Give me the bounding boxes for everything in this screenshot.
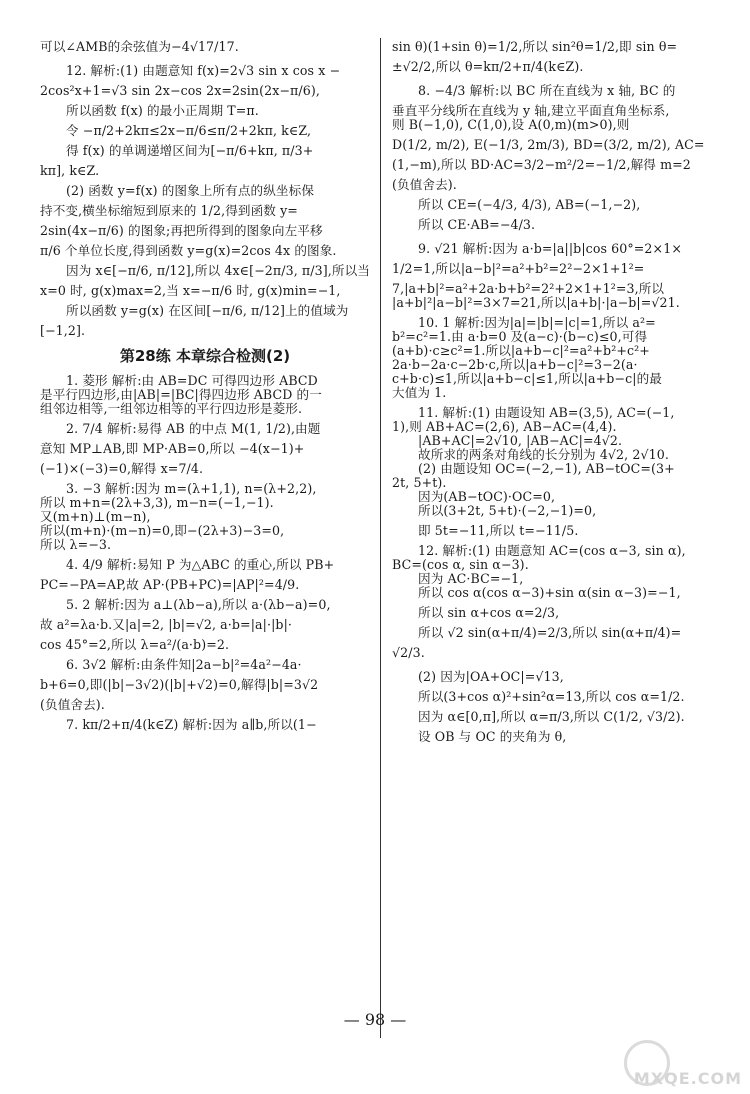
text-line: BC=(cos α, sin α−3). [392,557,529,572]
text-line: 所以 sin α+cos α=2/3, [418,605,560,620]
text-line: (2) 函数 y=f(x) 的图象上所有点的纵坐标保 [66,183,315,198]
text-line: 1. 菱形 解析:由 AB=DC 可得四边形 ABCD [66,373,318,388]
text-line: 所以(3+cos α)²+sin²α=13,所以 cos α=1/2. [418,689,685,704]
text-line: 所以函数 f(x) 的最小正周期 T=π. [66,103,259,118]
text-line: π/6 个单位长度,得到函数 y=g(x)=2cos 4x 的图象. [40,243,337,258]
text-line: 持不变,横坐标缩短到原来的 1/2,得到函数 y= [40,203,298,218]
text-line: 2cos²x+1=√3 sin 2x−cos 2x=2sin(2x−π/6), [40,83,321,98]
text-line: 又(m+n)⊥(m−n), [40,509,151,524]
text-line: 所以 λ=−3. [40,537,112,552]
left-column [40,40,370,732]
text-line: 故 a²=λa·b.又|a|=2, |b|=√2, a·b=|a|·|b|· [40,617,293,632]
text-line: 6. 3√2 解析:由条件知|2a−b|²=4a²−4a· [66,657,302,672]
text-line: 因为 α∈[0,π],所以 α=π/3,所以 C(1/2, √3/2). [418,709,685,724]
text-line: 是平行四边形,由|AB|=|BC|得四边形 ABCD 的一 [40,387,322,402]
text-line: 意知 MP⊥AB,即 MP·AB=0,所以 −4(x−1)+ [40,441,305,456]
text-line: 所以 m+n=(2λ+3,3), m−n=(−1,−1). [40,495,274,510]
text-line: |AB+AC|=2√10, |AB−AC|=4√2. [418,433,623,448]
text-line: (2) 因为|OA+OC|=√13, [418,669,564,684]
text-line: b+6=0,即(|b|−3√2)(|b|+√2)=0,解得|b|=3√2 [40,677,319,692]
text-line: 9. √21 解析:因为 a·b=|a||b|cos 60°=2×1× [418,241,682,256]
text-line: 组邻边相等,一组邻边相等的平行四边形是菱形. [40,401,303,416]
text-line: (a+b)·c≥c²=1.所以|a+b−c|²=a²+b²+c²+ [392,343,650,358]
text-line: 则 B(−1,0), C(1,0),设 A(0,m)(m>0),则 [392,117,630,132]
text-line: 所以(3+2t, 5+t)·(−2,−1)=0, [418,503,597,518]
text-line: 因为(AB−tOC)·OC=0, [418,489,556,504]
text-line: cos 45°=2,所以 λ=a²/(a·b)=2. [40,637,230,652]
text-line: 3. −3 解析:因为 m=(λ+1,1), n=(λ+2,2), [66,481,317,496]
text-line: 因为 x∈[−π/6, π/12],所以 4x∈[−2π/3, π/3],所以当 [66,263,370,278]
text-line: 得 f(x) 的单调递增区间为[−π/6+kπ, π/3+ [66,143,314,158]
text-line: 7,|a+b|²=a²+2a·b+b²=2²+2×1+1²=3,所以 [392,281,665,296]
text-line: sin θ)(1+sin θ)=1/2,所以 sin²θ=1/2,即 sin θ= [392,39,678,54]
text-line: (负值舍去). [392,177,457,192]
watermark-text: MXQE.COM [633,1069,742,1088]
text-line: ±√2/2,所以 θ=kπ/2+π/4(k∈Z). [392,59,584,74]
text-line: [−1,2]. [40,323,86,338]
text-line: (2) 由题设知 OC=(−2,−1), AB−tOC=(3+ [418,461,675,476]
text-line: 所以 CE=(−4/3, 4/3), AB=(−1,−2), [418,197,641,212]
text-line: D(1/2, m/2), E(−1/3, 2m/3), BD=(3/2, m/2), AC= [392,137,705,152]
text-line: √2/3. [392,645,425,660]
text-line: (负值舍去). [40,697,105,712]
text-line: 1/2=1,所以|a−b|²=a²+b²=2²−2×1+1²= [392,261,645,276]
text-line: 2t, 5+t). [392,475,447,490]
text-line: 大值为 1. [392,385,447,400]
text-line: 所以函数 y=g(x) 在区间[−π/6, π/12]上的值域为 [66,303,349,318]
text-line: 故所求的两条对角线的长分别为 4√2, 2√10. [418,447,669,462]
section-heading: 第28练 本章综合检测(2) [119,347,291,365]
text-line: c+b·c)≤1,所以|a+b−c|≤1,所以|a+b−c|的最 [392,371,662,386]
text-line: 垂直平分线所在直线为 y 轴,建立平面直角坐标系, [392,103,670,118]
column-divider [380,38,381,1038]
text-line: (−1)×(−3)=0,解得 x=7/4. [40,461,204,476]
text-line: kπ], k∈Z. [40,163,100,178]
text-line: 12. 解析:(1) 由题意知 f(x)=2√3 sin x cos x − [66,63,341,78]
text-line: 12. 解析:(1) 由题意知 AC=(cos α−3, sin α), [418,543,686,558]
text-line: (1,−m),所以 BD·AC=3/2−m²/2=−1/2,解得 m=2 [392,157,691,172]
watermark [592,1040,742,1088]
text-line: 1),则 AB+AC=(2,6), AB−AC=(4,4). [392,419,617,434]
text-line: 所以 CE·AB=−4/3. [418,217,536,232]
right-column [392,40,722,744]
text-line: 8. −4/3 解析:以 BC 所在直线为 x 轴, BC 的 [418,83,676,98]
text-line: 7. kπ/2+π/4(k∈Z) 解析:因为 a∥b,所以(1− [66,717,317,732]
text-line: 所以 √2 sin(α+π/4)=2/3,所以 sin(α+π/4)= [418,625,682,640]
text-line: 可以∠AMB的余弦值为−4√17/17. [40,39,239,54]
text-line: 因为 AC·BC=−1, [418,571,524,586]
text-line: |a+b|²|a−b|²=3×7=21,所以|a+b|·|a−b|=√21. [392,295,680,310]
text-line: 设 OB 与 OC 的夹角为 θ, [418,729,567,744]
text-line: 10. 1 解析:因为|a|=|b|=|c|=1,所以 a²= [418,315,656,330]
text-line: PC=−PA=AP,故 AP·(PB+PC)=|AP|²=4/9. [40,577,300,592]
text-line: 所以(m+n)·(m−n)=0,即−(2λ+3)−3=0, [40,523,285,538]
text-line: b²=c²=1.由 a·b=0 及(a−c)·(b−c)≤0,可得 [392,329,648,344]
text-line: 令 −π/2+2kπ≤2x−π/6≤π/2+2kπ, k∈Z, [66,123,312,138]
text-line: 所以 cos α(cos α−3)+sin α(sin α−3)=−1, [418,585,681,600]
text-line: 4. 4/9 解析:易知 P 为△ABC 的重心,所以 PB+ [66,557,335,572]
text-line: x=0 时, g(x)max=2,当 x=−π/6 时, g(x)min=−1, [40,283,341,298]
text-line: 11. 解析:(1) 由题设知 AB=(3,5), AC=(−1, [418,405,675,420]
text-line: 2a·b−2a·c−2b·c,所以|a+b−c|²=3−2(a· [392,357,638,372]
text-line: 2sin(4x−π/6) 的图象;再把所得到的图象向左平移 [40,223,323,238]
text-line: 5. 2 解析:因为 a⊥(λb−a),所以 a·(λb−a)=0, [66,597,331,612]
text-line: 即 5t=−11,所以 t=−11/5. [418,523,579,538]
page-number: — 98 — [343,1010,407,1029]
text-line: 2. 7/4 解析:易得 AB 的中点 M(1, 1/2),由题 [66,421,321,436]
